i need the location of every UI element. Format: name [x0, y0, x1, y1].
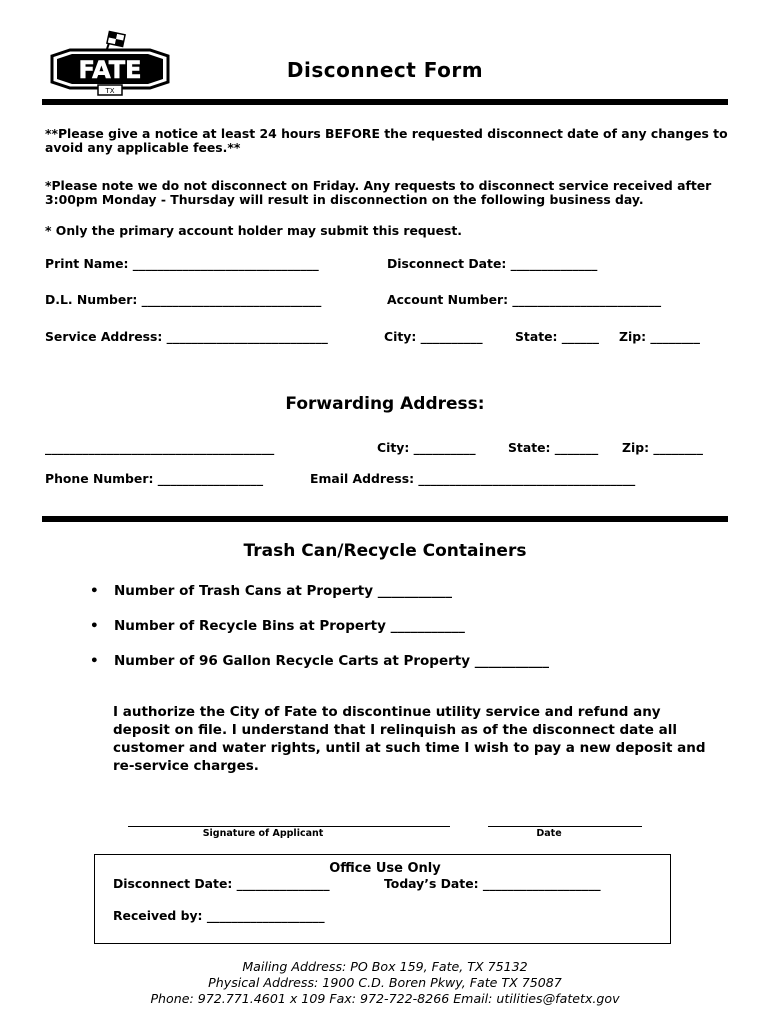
footer-contact: Phone: 972.771.4601 x 109 Fax: 972-722-8266 Email: utilities@fatetx.gov: [150, 991, 620, 1006]
account-number-field[interactable]: Account Number: ________________________: [387, 292, 662, 307]
disconnect-date-field[interactable]: Disconnect Date: ______________: [387, 256, 598, 271]
list-item[interactable]: [90, 653, 549, 669]
footer-physical-address: Physical Address: 1900 C.D. Boren Pkwy, Fate TX 75087: [208, 975, 562, 990]
authorization-text: I authorize the City of Fate to discontinue utility service and refund any deposit on file. I understand that I relinquish as of the disconnect date all customer and water rights, until at such time I wish to pay a new deposit and re-service charges.: [113, 704, 706, 774]
service-zip-field[interactable]: Zip: ________: [619, 329, 700, 344]
email-address-field[interactable]: Email Address: ___________________________________: [310, 471, 636, 486]
notice-friday: *Please note we do not disconnect on Friday. Any requests to disconnect service received after 3:00pm Monday - Thursday will result in disconnection on the following business day.: [45, 178, 712, 207]
list-item[interactable]: [90, 618, 465, 634]
list-item[interactable]: [90, 583, 452, 599]
office-disconnect-date-field[interactable]: Disconnect Date: _______________: [113, 876, 330, 891]
service-state-field[interactable]: State: ______: [515, 329, 599, 344]
forwarding-address-field[interactable]: _____________________________________: [45, 440, 275, 455]
bullet-icon: •: [90, 653, 99, 669]
page-title: Disconnect Form: [286, 58, 484, 82]
print-name-field[interactable]: Print Name: ______________________________: [45, 256, 319, 271]
office-received-by-field[interactable]: Received by: ___________________: [113, 908, 325, 923]
containers-heading: Trash Can/Recycle Containers: [243, 541, 527, 561]
service-city-field[interactable]: City: __________: [384, 329, 483, 344]
phone-number-field[interactable]: Phone Number: _________________: [45, 471, 264, 486]
bullet-icon: •: [90, 583, 99, 599]
dl-number-field[interactable]: D.L. Number: _____________________________: [45, 292, 322, 307]
office-todays-date-field[interactable]: Today’s Date: ___________________: [384, 876, 601, 891]
forwarding-state-field[interactable]: State: _______: [508, 440, 599, 455]
forwarding-zip-field[interactable]: Zip: ________: [622, 440, 703, 455]
section-divider: [42, 516, 728, 522]
svg-text:TX: TX: [105, 87, 115, 95]
footer-mailing-address: Mailing Address: PO Box 159, Fate, TX 75132: [242, 959, 528, 974]
notice-24-hours: **Please give a notice at least 24 hours BEFORE the requested disconnect date of any changes to avoid any applicable fees.**: [45, 126, 728, 155]
date-line[interactable]: [488, 826, 642, 827]
forwarding-city-field[interactable]: City: __________: [377, 440, 476, 455]
signature-label: Signature of Applicant: [202, 828, 324, 839]
recycle-carts-field[interactable]: Number of 96 Gallon Recycle Carts at Property ___________: [114, 653, 549, 669]
svg-text:FATE: FATE: [78, 56, 142, 84]
bullet-icon: •: [90, 618, 99, 634]
date-label: Date: [536, 828, 562, 839]
signature-line[interactable]: [128, 826, 450, 827]
trash-cans-field[interactable]: Number of Trash Cans at Property ___________: [114, 583, 452, 599]
notice-account-holder: * Only the primary account holder may submit this request.: [45, 223, 463, 238]
forwarding-heading: Forwarding Address:: [285, 394, 485, 414]
header-divider: [42, 99, 728, 105]
service-address-field[interactable]: Service Address: __________________________: [45, 329, 328, 344]
recycle-bins-field[interactable]: Number of Recycle Bins at Property ___________: [114, 618, 465, 634]
office-use-title: Office Use Only: [329, 861, 441, 876]
